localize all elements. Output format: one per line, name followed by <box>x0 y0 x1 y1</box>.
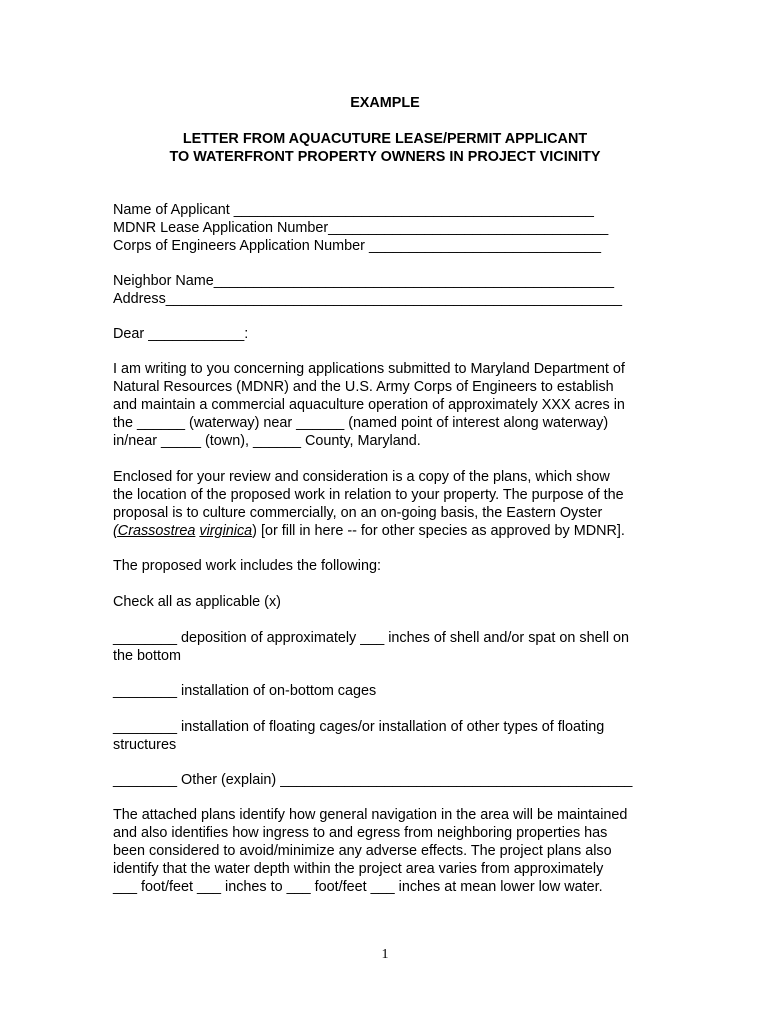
applicant-name-field: Name of Applicant _____________________________________________ <box>113 202 594 218</box>
option-line: the bottom <box>113 648 181 664</box>
page-number: 1 <box>381 947 389 962</box>
mdnr-lease-number-field: MDNR Lease Application Number___________________________________ <box>113 220 609 236</box>
species-genus: Crassostrea <box>117 523 196 539</box>
option-line: ________ installation of floating cages/or installation of other types of floating <box>113 719 605 735</box>
paragraph-line: the location of the proposed work in relation to your property. The purpose of the <box>113 487 624 503</box>
species-paren-close: ) <box>252 523 257 539</box>
paragraph-line: and also identifies how ingress to and egress from neighboring properties has <box>113 825 608 841</box>
option-on-bottom-cages: ________ installation of on-bottom cages <box>113 683 377 699</box>
paragraph-line: identify that the water depth within the project area varies from approximately <box>113 861 604 877</box>
paragraph-line: proposal is to culture commercially, on an on-going basis, the Eastern Oyster <box>113 505 603 521</box>
paragraph-line: the ______ (waterway) near ______ (named point of interest along waterway) <box>113 415 609 431</box>
address-field: Address_________________________________________________________ <box>113 291 622 307</box>
paragraph-line: and maintain a commercial aquaculture operation of approximately XXX acres in <box>113 397 625 413</box>
salutation: Dear ____________: <box>113 326 249 342</box>
paragraph-line: in/near _____ (town), ______ County, Maryland. <box>113 433 421 449</box>
paragraph-intro <box>113 360 658 450</box>
paragraph-line: The attached plans identify how general navigation in the area will be maintained <box>113 807 628 823</box>
paragraph-navigation <box>113 806 658 896</box>
document-subtitle-line-1: LETTER FROM AQUACUTURE LEASE/PERMIT APPLICANT <box>182 131 588 147</box>
paragraph-line: Enclosed for your review and consideration is a copy of the plans, which show <box>113 469 610 485</box>
species-rest: [or fill in here -- for other species as approved by MDNR]. <box>256 523 625 539</box>
proposed-work-intro: The proposed work includes the following: <box>113 558 381 574</box>
option-line: ________ deposition of approximately ___ inches of shell and/or spat on shell on <box>113 630 630 646</box>
paragraph-line-species <box>113 522 658 540</box>
paragraph-line: ___ foot/feet ___ inches to ___ foot/feet ___ inches at mean lower low water. <box>113 879 603 895</box>
species-paren-open: ( <box>113 523 118 539</box>
option-shell-deposition <box>113 629 658 665</box>
neighbor-fields <box>113 272 658 308</box>
document-title: EXAMPLE <box>350 95 420 111</box>
check-all-instruction: Check all as applicable (x) <box>113 594 281 610</box>
paragraph-line: been considered to avoid/minimize any adverse effects. The project plans also <box>113 843 612 859</box>
corps-application-number-field: Corps of Engineers Application Number _____________________________ <box>113 238 602 254</box>
paragraph-enclosed-plans <box>113 468 658 540</box>
paragraph-line: Natural Resources (MDNR) and the U.S. Army Corps of Engineers to establish <box>113 379 614 395</box>
neighbor-name-field: Neighbor Name__________________________________________________ <box>113 273 614 289</box>
application-fields <box>113 201 658 255</box>
option-floating-cages <box>113 718 658 754</box>
paragraph-line: I am writing to you concerning applications submitted to Maryland Department of <box>113 361 625 377</box>
species-name: virginica <box>199 523 253 539</box>
option-other: ________ Other (explain) ____________________________________________ <box>113 772 633 788</box>
option-line: structures <box>113 737 177 753</box>
document-subtitle-line-2: TO WATERFRONT PROPERTY OWNERS IN PROJECT VICINITY <box>169 149 601 165</box>
